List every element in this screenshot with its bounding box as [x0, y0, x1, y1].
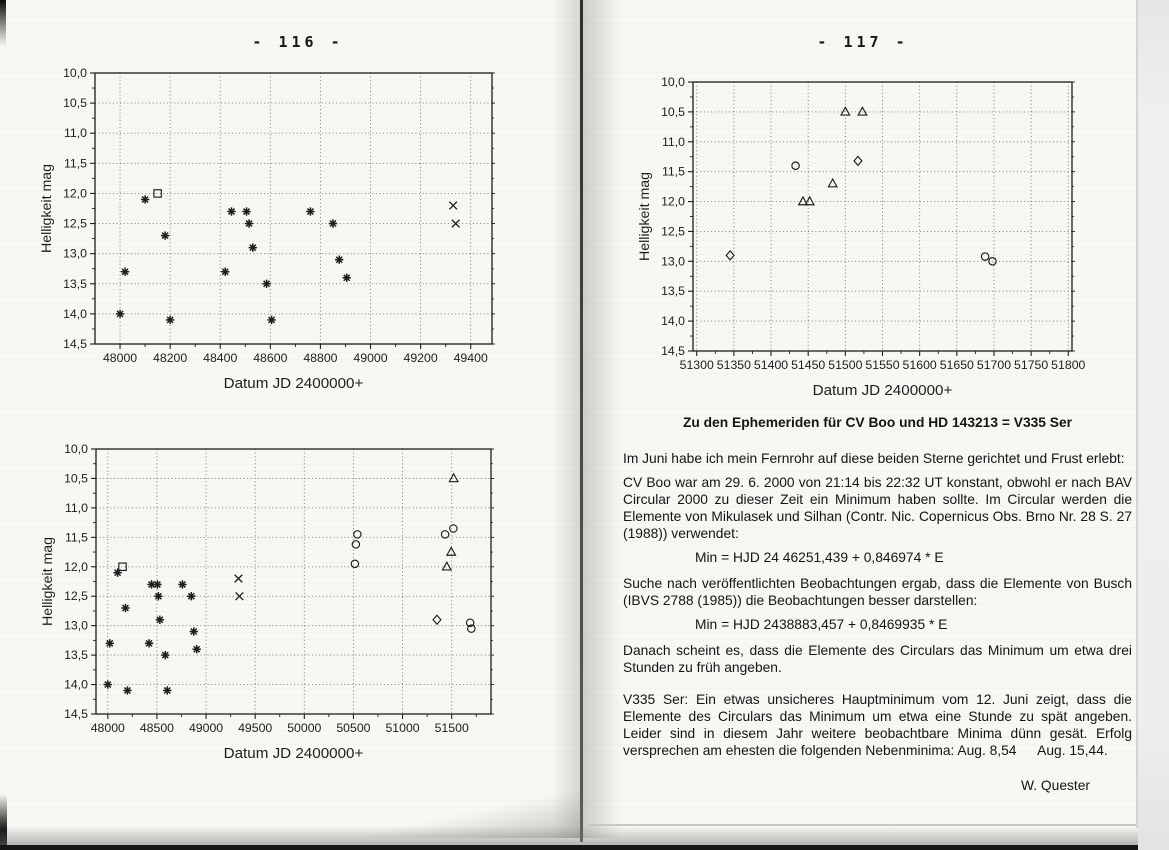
svg-text:10,0: 10,0: [661, 75, 685, 89]
paragraph-busch: Suche nach veröffentlichten Beobachtungen ergab, dass die Elemente von Busch (IBVS 2788 (1985)) die Beobachtungen besser darstellen:: [623, 576, 1132, 608]
paragraph-conclusion: Danach scheint es, dass die Elemente des Circulars das Minimum um etwa drei Stunden zu früh angeben.: [623, 643, 1132, 675]
svg-text:13,5: 13,5: [64, 648, 88, 663]
paragraph-cvboo: CV Boo war am 29. 6. 2000 von 21:14 bis 22:32 UT konstant, obwohl er nach BAV Circular 2000 zu dieser Zeit ein Minimum haben sollte. Im Circular werden die Elemente von Mikulasek und Silhan (Contr. Nic. Copernicus Obs. Brno Nr. 28 S. 27 (1988)) verwendet:: [623, 475, 1132, 541]
svg-text:Helligkeit mag: Helligkeit mag: [40, 536, 56, 627]
svg-text:51500: 51500: [434, 721, 469, 735]
svg-text:48000: 48000: [90, 721, 125, 735]
scan-right-margin: [1138, 0, 1169, 850]
svg-text:11,0: 11,0: [661, 134, 685, 149]
svg-text:Datum JD 2400000+: Datum JD 2400000+: [223, 375, 364, 392]
svg-text:49000: 49000: [353, 351, 388, 365]
svg-text:48600: 48600: [253, 351, 288, 365]
gutter-shadow-left: [552, 0, 580, 838]
svg-text:12,0: 12,0: [661, 194, 685, 209]
svg-text:10,5: 10,5: [63, 96, 87, 111]
paragraph-v335ser: V335 Ser: Ein etwas unsicheres Hauptminimum vom 12. Juni zeigt, dass die Elemente des Circulars das Minimum um etwa eine Stunde zu spät angeben. Leider sind in diesem Jahr weitere beobachtbare Minima dünn gesät. Erfolg versprechen am ehesten die folgenden Nebenminima: Aug. 8,54 Aug. 15,44.: [623, 692, 1132, 758]
svg-text:13,0: 13,0: [64, 618, 88, 633]
formula-busch-elements: Min = HJD 2438883,457 + 0,8469935 * E: [695, 617, 948, 632]
svg-text:14,0: 14,0: [63, 306, 87, 321]
svg-text:10,0: 10,0: [63, 66, 87, 80]
page-number-116: - 116 -: [252, 33, 344, 51]
svg-text:10,0: 10,0: [64, 442, 88, 456]
svg-text:Datum JD 2400000+: Datum JD 2400000+: [812, 382, 953, 399]
svg-text:Helligkeit mag: Helligkeit mag: [39, 163, 55, 254]
svg-text:Datum JD 2400000+: Datum JD 2400000+: [223, 745, 364, 762]
svg-text:51450: 51450: [791, 358, 826, 372]
svg-text:12,5: 12,5: [64, 589, 88, 604]
light-curve-chart-1990s: [28, 58, 514, 403]
svg-text:50500: 50500: [336, 721, 371, 735]
svg-text:51800: 51800: [1051, 358, 1086, 372]
svg-text:51400: 51400: [753, 358, 789, 372]
gutter-shadow-right: [583, 0, 621, 838]
right-page-outer-edge: [1136, 0, 1138, 828]
svg-text:48000: 48000: [102, 351, 138, 365]
article-title: Zu den Ephemeriden für CV Boo und HD 143213 = V335 Ser: [682, 415, 1073, 430]
bottom-gradient-shadow: [0, 826, 1169, 845]
page-curl-shadow: [370, 792, 582, 838]
svg-text:48200: 48200: [153, 351, 188, 365]
light-curve-chart-full-range: [28, 428, 514, 778]
svg-text:14,0: 14,0: [661, 314, 685, 329]
svg-text:49500: 49500: [238, 721, 273, 735]
svg-text:49400: 49400: [453, 351, 488, 365]
svg-text:51550: 51550: [865, 358, 900, 372]
scan-edge-bottom-left: [0, 794, 7, 850]
right-page-bottom-edge: [588, 824, 1144, 826]
svg-text:13,0: 13,0: [63, 246, 87, 261]
svg-text:11,0: 11,0: [63, 126, 87, 141]
svg-text:51300: 51300: [679, 358, 714, 372]
svg-text:13,5: 13,5: [661, 284, 685, 299]
svg-text:14,5: 14,5: [661, 344, 685, 358]
svg-text:12,5: 12,5: [63, 216, 87, 231]
paragraph-intro: Im Juni habe ich mein Fernrohr auf diese beiden Sterne gerichtet und Frust erlebt:: [623, 451, 1125, 466]
svg-text:51350: 51350: [716, 358, 751, 372]
svg-text:11,5: 11,5: [64, 530, 88, 545]
svg-text:13,0: 13,0: [661, 254, 685, 269]
article-ephemerides: [623, 414, 1132, 794]
svg-text:14,0: 14,0: [64, 677, 88, 692]
svg-text:51750: 51750: [1014, 358, 1049, 372]
svg-text:50000: 50000: [287, 721, 322, 735]
svg-text:13,5: 13,5: [63, 276, 87, 291]
svg-text:11,5: 11,5: [63, 156, 87, 171]
svg-text:11,0: 11,0: [64, 500, 88, 515]
author-signature: W. Quester: [1020, 778, 1090, 793]
svg-text:49200: 49200: [403, 351, 438, 365]
svg-text:Helligkeit mag: Helligkeit mag: [637, 171, 653, 262]
svg-text:12,5: 12,5: [661, 224, 685, 239]
gutter-fold-line: [580, 0, 583, 842]
svg-text:51600: 51600: [902, 358, 937, 372]
svg-text:51700: 51700: [976, 358, 1012, 372]
page-number-117: - 117 -: [817, 33, 909, 51]
svg-text:10,5: 10,5: [661, 104, 685, 119]
svg-text:48500: 48500: [139, 721, 175, 735]
scan-edge-top-left: [0, 0, 6, 46]
svg-text:12,0: 12,0: [64, 559, 88, 574]
svg-text:48400: 48400: [203, 351, 238, 365]
svg-text:11,5: 11,5: [661, 164, 685, 179]
svg-text:12,0: 12,0: [63, 186, 87, 201]
svg-text:48800: 48800: [303, 351, 338, 365]
svg-text:51000: 51000: [385, 721, 420, 735]
svg-text:49000: 49000: [188, 721, 224, 735]
svg-text:10,5: 10,5: [64, 471, 88, 486]
svg-text:14,5: 14,5: [64, 707, 88, 721]
svg-text:51500: 51500: [828, 358, 863, 372]
formula-circular-elements: Min = HJD 24 46251,439 + 0,846974 * E: [695, 550, 944, 565]
light-curve-chart-2000: [637, 66, 1110, 411]
svg-text:14,5: 14,5: [63, 337, 87, 351]
svg-text:51650: 51650: [939, 358, 974, 372]
scan-edge-bottom: [0, 845, 1169, 850]
